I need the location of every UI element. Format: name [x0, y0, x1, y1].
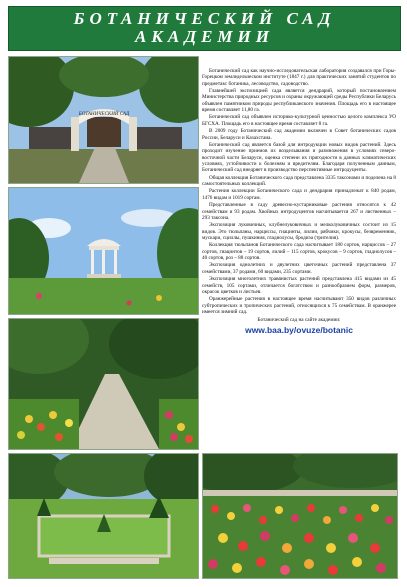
- paragraph: Коллекция тюльпанов Ботанического сада насчитывает 180 сортов, нарциссов – 27 сортов, гиацинтов – 19 сортов, лилий – 115 сортов, крокусов – 9 сортов, гладиолусов – 40 сортов, роз – 88 сортов.: [202, 242, 396, 261]
- page-title-line1: БОТАНИЧЕСКИЙ САД: [73, 9, 336, 28]
- website-link[interactable]: www.baa.by/ovuze/botanic: [245, 324, 353, 335]
- paragraph: Экспозиция луковичных, клубнелуковичных и мелколуковичных состоит из 15 видов. Это тюльпаны, нарциссы, гиацинты, лилии, рябчики, крокусы, безвременник, мускари, сциллы, пушкиния, гладиолусы, бродиэа (трителия).: [202, 222, 396, 241]
- article-body: [202, 68, 396, 445]
- photo-rose-garden: [202, 453, 398, 579]
- photo-flower-path: [8, 318, 199, 450]
- paragraph: Экспозиция однолетних и двулетних цветочных растений представлена 37 семействами, 37 родами, 60 видами, 235 сортами.: [202, 262, 396, 275]
- paragraph: В 2009 году Ботанический сад академии включен в Совет ботанических садов России, Беларуси и Казахстана.: [202, 128, 396, 141]
- photo-entrance-gate: [8, 56, 199, 184]
- page-title-line2: АКАДЕМИИ: [135, 27, 274, 46]
- paragraph: Главнейшей экспозицией сада является дендрарий, который постановлением Министерства природных ресурсов и охраны окружающей среды Республики Беларусь объявлен памятником природы республиканского значения. Площадь его в настоящее время составляет 11,80 га.: [202, 88, 396, 113]
- paragraph: Растения коллекции Ботанического сада и дендрария принадлежат к 840 родам, 1476 видам и 1019 сортам.: [202, 188, 396, 201]
- gate-sign-text: БОТАНИЧЕСКИЙ САД: [78, 112, 130, 117]
- paragraph: Оранжерейные растения в настоящее время насчитывают 350 видов различных субтропических и тропических растений, относящихся к 75 семействам. В оранжерее имеется зимний сад.: [202, 296, 396, 315]
- paragraph: Ботанический сад объявлен историко-культурной ценностью целого комплекса УО БГСХА. Площадь его в настоящее время составляет 8 га.: [202, 114, 396, 127]
- paragraph: Экспозиция многолетних травянистых растений представлена 415 видами из 45 семейств, 105 сортами, отличается богатством и разнообразием форм, размеров, окрасок цветков и листьев.: [202, 276, 396, 295]
- paragraph: Общая коллекция Ботанического сада представлена 3335 таксонами и поделена на 8 самостоятельных коллекций.: [202, 174, 396, 187]
- paragraph: Ботанический сад как научно-исследовательская лаборатория создавался при Горы-Горецком земледельческом институте (1847 г.) для практических занятий студентов по предметам: ботаника, лесоводство, садоводство.: [202, 68, 396, 87]
- paragraph: Ботанический сад является базой для интродукции новых видов растений. Здесь проходит изучение приемов их возделывания и размножения в условиях северо-восточной части Беларуси, оценка степени их пригодности в данных климатических условиях, устойчивости к болезням и вредителям. Благодаря полученным данным, Ботанический сад внедряет в производство перспективные интродуценты.: [202, 142, 396, 174]
- photo-garden-lawn: [8, 453, 199, 579]
- paragraph: Представленные в саду древесно-кустарниковые растения относятся к 42 семействам и 93 родам. Хвойных интродуцентов насчитывается 267 и лиственных – 293 таксона.: [202, 202, 396, 221]
- photo-gazebo: [8, 187, 199, 315]
- page-header: [8, 6, 401, 51]
- website-label: Ботанический сад на сайте академии:: [257, 317, 341, 324]
